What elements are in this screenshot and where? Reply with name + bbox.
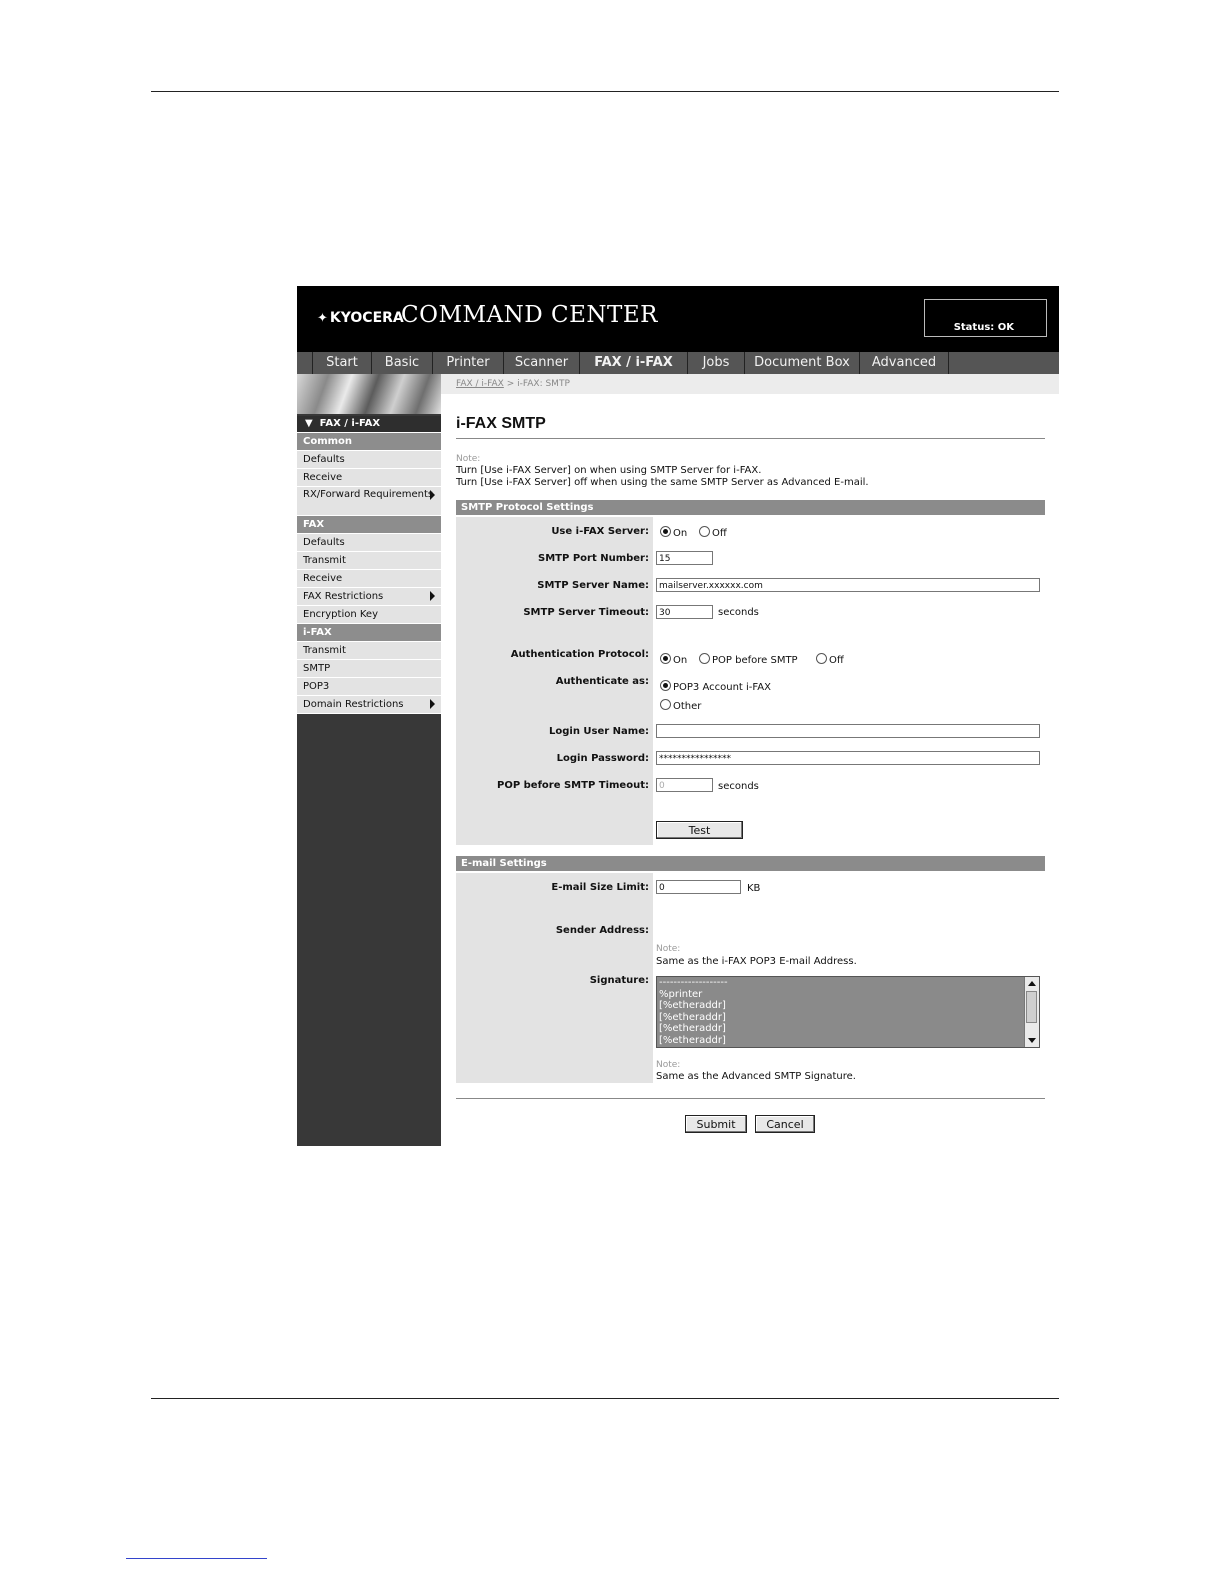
submenu-arrow-icon (430, 699, 435, 709)
sender-address-label: Sender Address: (555, 925, 649, 936)
status-text: Status: OK (953, 322, 1014, 333)
breadcrumb (441, 374, 1059, 394)
radio-unselected-icon (699, 526, 710, 537)
scroll-down-arrow-icon[interactable] (1028, 1038, 1036, 1043)
email-section-header: E-mail Settings (456, 856, 1045, 871)
breadcrumb-separator: > (506, 379, 515, 389)
header-bar (297, 286, 1059, 352)
sidebar-item-label: Domain Restrictions (303, 699, 404, 710)
smtp-timeout-input[interactable]: 30 (656, 605, 713, 619)
sidebar-item-fax-restrictions[interactable] (297, 588, 441, 606)
radio-label: On (673, 528, 688, 539)
note-label: Note: (456, 454, 481, 464)
sidebar-item-fax-transmit[interactable]: Transmit (297, 552, 441, 570)
main-content (441, 374, 1059, 1146)
sidebar-heading[interactable] (297, 416, 441, 433)
submenu-arrow-icon (430, 490, 435, 500)
bottom-page-rule (151, 1398, 1059, 1399)
tab-fax-ifax[interactable]: FAX / i-FAX (580, 352, 688, 374)
sidebar-item-label: RX/Forward Requirements (303, 489, 434, 500)
radio-label: Off (829, 655, 844, 666)
signature-scrollbar[interactable] (1024, 977, 1039, 1047)
radio-label: POP3 Account i-FAX (673, 682, 771, 693)
sidebar-section-ifax: i-FAX (297, 624, 441, 642)
tab-basic[interactable]: Basic (372, 352, 433, 374)
top-tab-bar (297, 352, 1059, 374)
sidebar-heading-label: FAX / i-FAX (319, 418, 381, 429)
kyocera-logo (317, 310, 404, 326)
breadcrumb-link[interactable]: FAX / i-FAX (456, 379, 504, 389)
pop-timeout-label: POP before SMTP Timeout: (496, 780, 649, 791)
page-title: i-FAX SMTP (456, 415, 546, 432)
login-password-input[interactable]: **************** (656, 751, 1040, 765)
tab-printer[interactable]: Printer (433, 352, 504, 374)
auth-off-radio[interactable] (816, 653, 844, 666)
triangle-down-icon: ▼ (305, 418, 313, 429)
test-button[interactable]: Test (656, 821, 743, 839)
radio-label: Off (712, 528, 727, 539)
note-line-1: Turn [Use i-FAX Server] on when using SMTP Server for i-FAX. (456, 465, 762, 476)
tab-start[interactable]: Start (313, 352, 372, 374)
auth-protocol-label: Authentication Protocol: (510, 649, 649, 660)
radio-selected-icon (660, 526, 671, 537)
auth-as-pop3-radio[interactable] (660, 680, 771, 693)
sidebar-item-ifax-smtp[interactable]: SMTP (297, 660, 441, 678)
sidebar-item-ifax-pop3[interactable]: POP3 (297, 678, 441, 696)
tab-document-box[interactable]: Document Box (745, 352, 860, 374)
smtp-port-label: SMTP Port Number: (538, 553, 649, 564)
pop-timeout-unit: seconds (718, 781, 759, 792)
breadcrumb-current: i-FAX: SMTP (517, 379, 570, 389)
signature-text: ------------------- %printer [%etheraddr] [%etheraddr] [%etheraddr] [%etheraddr] (659, 977, 728, 1046)
smtp-server-name-input[interactable]: mailserver.xxxxxx.com (656, 578, 1040, 592)
signature-note-label: Note: (656, 1060, 681, 1070)
use-ifax-server-off-radio[interactable] (699, 526, 727, 539)
login-user-label: Login User Name: (548, 726, 649, 737)
sidebar-decorative-image (297, 374, 441, 414)
submenu-arrow-icon (430, 591, 435, 601)
top-page-rule (151, 91, 1059, 92)
auth-on-radio[interactable] (660, 653, 687, 666)
smtp-server-name-label: SMTP Server Name: (537, 580, 649, 591)
use-ifax-server-label: Use i-FAX Server: (551, 526, 649, 537)
footer-link-underline (126, 1558, 267, 1559)
signature-textarea[interactable] (656, 976, 1040, 1048)
use-ifax-server-on-radio[interactable] (660, 526, 687, 539)
email-size-input[interactable]: 0 (656, 880, 741, 894)
authenticate-as-label: Authenticate as: (555, 676, 649, 687)
tab-bar-spacer (297, 352, 313, 374)
note-line-2: Turn [Use i-FAX Server] off when using the same SMTP Server as Advanced E-mail. (456, 477, 869, 488)
sidebar-item-ifax-transmit[interactable]: Transmit (297, 642, 441, 660)
login-user-input[interactable] (656, 724, 1040, 738)
sidebar-item-domain-restrictions[interactable] (297, 696, 441, 714)
auth-pop-before-smtp-radio[interactable] (699, 653, 798, 666)
pop-timeout-input[interactable]: 0 (656, 778, 713, 792)
tab-jobs[interactable]: Jobs (688, 352, 745, 374)
radio-selected-icon (660, 653, 671, 664)
sender-note-text: Same as the i-FAX POP3 E-mail Address. (656, 956, 857, 967)
kyocera-mark-icon: ✦ (317, 311, 328, 326)
sidebar-item-rx-forward[interactable] (297, 487, 441, 516)
radio-label: Other (673, 701, 702, 712)
radio-unselected-icon (816, 653, 827, 664)
radio-unselected-icon (699, 653, 710, 664)
app-title: COMMAND CENTER (401, 302, 659, 328)
sender-note-label: Note: (656, 944, 681, 954)
sidebar-item-common-receive[interactable]: Receive (297, 469, 441, 487)
status-box (924, 299, 1047, 337)
sidebar-item-fax-defaults[interactable]: Defaults (297, 534, 441, 552)
cancel-button[interactable]: Cancel (755, 1115, 815, 1133)
sidebar-section-fax: FAX (297, 516, 441, 534)
sidebar-item-fax-receive[interactable]: Receive (297, 570, 441, 588)
radio-unselected-icon (660, 699, 671, 710)
signature-note-text: Same as the Advanced SMTP Signature. (656, 1071, 856, 1082)
tab-scanner[interactable]: Scanner (504, 352, 580, 374)
signature-label: Signature: (589, 975, 649, 986)
submit-button[interactable]: Submit (685, 1115, 747, 1133)
scroll-thumb[interactable] (1026, 991, 1037, 1023)
sidebar-item-common-defaults[interactable]: Defaults (297, 451, 441, 469)
radio-label: On (673, 655, 688, 666)
sidebar-item-label: FAX Restrictions (303, 591, 384, 602)
login-password-label: Login Password: (556, 753, 649, 764)
sidebar (297, 374, 441, 1146)
smtp-timeout-label: SMTP Server Timeout: (523, 607, 649, 618)
radio-selected-icon (660, 680, 671, 691)
email-size-unit: KB (747, 883, 761, 894)
auth-as-other-radio[interactable] (660, 699, 701, 712)
command-center-window (297, 286, 1059, 1146)
smtp-timeout-unit: seconds (718, 607, 759, 618)
email-size-label: E-mail Size Limit: (551, 882, 649, 893)
radio-label: POP before SMTP (712, 655, 798, 666)
scroll-up-arrow-icon[interactable] (1028, 981, 1036, 986)
brand-text: KYOCERA (329, 310, 404, 326)
form-footer-divider (456, 1098, 1045, 1099)
tab-advanced[interactable]: Advanced (860, 352, 949, 374)
title-divider (456, 438, 1045, 439)
smtp-port-input[interactable]: 15 (656, 551, 713, 565)
sidebar-section-common: Common (297, 433, 441, 451)
sidebar-item-encryption-key[interactable]: Encryption Key (297, 606, 441, 624)
smtp-section-header: SMTP Protocol Settings (456, 500, 1045, 515)
